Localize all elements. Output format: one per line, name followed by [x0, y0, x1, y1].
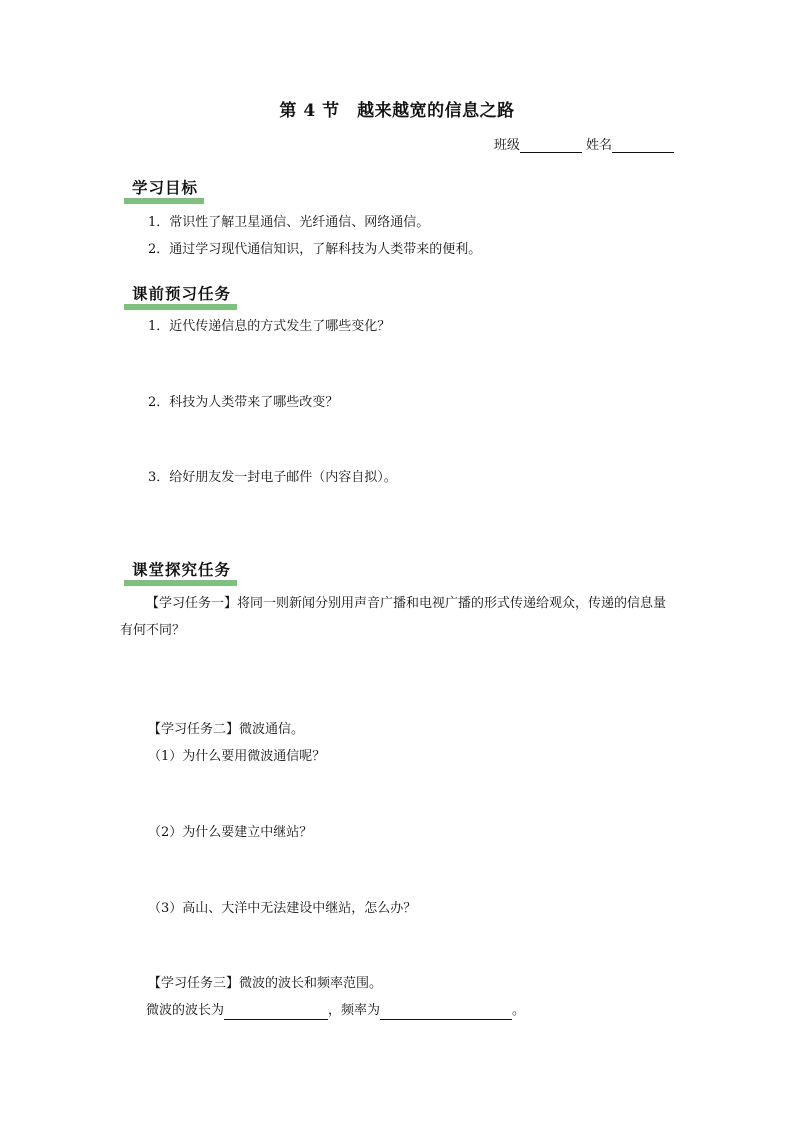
frequency-blank[interactable] [380, 1005, 512, 1020]
student-info-line [494, 134, 674, 153]
fill-end-punct: 。 [512, 1003, 526, 1018]
frequency-label: ，频率为 [328, 1003, 381, 1018]
wavelength-label: 微波的波长为 [146, 1003, 225, 1018]
wavelength-blank[interactable] [224, 1005, 328, 1020]
goal-item-1: 1．常识性了解卫星通信、光纤通信、网络通信。 [148, 215, 430, 230]
name-blank[interactable] [612, 138, 674, 153]
task-2-question-3: （3）高山、大洋中无法建设中继站，怎么办？ [148, 901, 417, 916]
task-1-text: 【学习任务一】将同一则新闻分别用声音广播和电视广播的形式传递给观众，传递的信息量有何不同？ [120, 596, 667, 638]
task-3-fill-line [146, 1002, 525, 1020]
section-heading-preview: 课前预习任务 [124, 284, 237, 310]
class-blank[interactable] [520, 138, 582, 153]
task-2-question-1: （1）为什么要用微波通信呢？ [148, 749, 326, 764]
page-title: 第 4 节 越来越宽的信息之路 [279, 101, 515, 121]
preview-item-2: 2．科技为人类带来了哪些改变？ [148, 395, 339, 410]
task-2-heading: 【学习任务二】微波通信。 [148, 722, 305, 737]
section-heading-explore: 课堂探究任务 [124, 560, 237, 586]
name-label: 姓名 [585, 138, 612, 153]
task-2-question-2: （2）为什么要建立中继站？ [148, 825, 313, 840]
preview-item-3: 3．给好朋友发一封电子邮件（内容自拟）。 [148, 470, 397, 485]
section-heading-goals: 学习目标 [124, 178, 204, 204]
goal-item-2: 2．通过学习现代通信知识，了解科技为人类带来的便利。 [148, 242, 482, 257]
class-label: 班级 [493, 138, 520, 153]
preview-item-1: 1．近代传递信息的方式发生了哪些变化？ [148, 319, 391, 334]
task-3-heading: 【学习任务三】微波的波长和频率范围。 [148, 976, 383, 991]
